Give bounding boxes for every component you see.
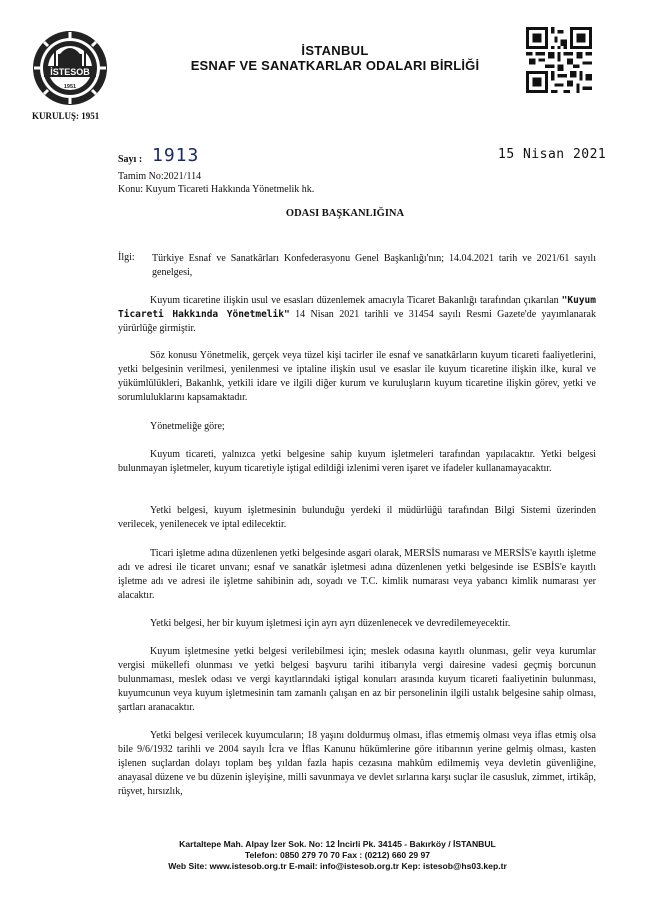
paragraph-2: Söz konusu Yönetmelik, gerçek veya tüzel kişi tacirler ile esnaf ve sanatkârların kuyum ticareti faaliyetlerini, yetki belgesinin verilmesi, yenilenmesi ve iptaline ilişkin usul ve esaslar ile kuyum ticaretine ilişkin ilke, kural ve yükümlülükleri, Bakanlık, yetkili idare ve ilgili diğer kurum ve kuruluşların kuyum ticaretine ilişkin görev, yetki ve sorumluluklarını kapsamaktadır. [118,350,596,403]
ilgi-label: İlgi: [118,252,135,263]
tamim-number: Tamim No:2021/114 [118,171,202,182]
sayi-label: Sayı : [118,154,143,165]
paragraph-9: Yetki belgesi verilecek kuyumcuların; 18 yaşını doldurmuş olması, iflas etmemiş olması veya iflas etmiş olsa bile 9/6/1932 tarihli ve 2004 sayılı İcra ve İflas Kanunu hükümlerine göre itibarının yerine gelmiş olması, kasten işlenen suçlardan dolayı toplam beş yıldan fazla hapis cezasına mahkûm edilmemiş veya devletin güvenliğine, anayasal düzene ve bu düzenin işleyişine, milli savunmaya ve devlet sırlarına karşı suçlar ile casusluk, zimmet, irtikâp, rüşvet, hırsızlık, [118,730,596,797]
paragraph-8: Kuyum işletmesine yetki belgesi verilebilmesi için; meslek odasına kayıtlı olunması, gelir veya kurumlar vergisi mükellefi olunması ve yetki belgesi başvuru tarihi itibarıyla vergi dairesine vadesi geçmiş borcunun bulunmaması, meslek odası ve vergi kayıtlarındaki iştigal konuları arasında kuyum ticareti faaliyetinin bulunması, kuyumcunun veya kuyum işletmesinin tam zamanlı çalışan en az bir personelinin ilgili ustalık belgesine sahip olması, şartları aranacaktır. [118,646,596,713]
footer-web: Web Site: www.istesob.org.tr E-mail: info@istesob.org.tr Kep: istesob@hs03.kep.tr [168,861,507,871]
paragraph-4: Kuyum ticareti, yalnızca yetki belgesine sahip kuyum işletmeleri tarafından yapılacaktır. Yetki belgesi bulunmayan işletmeler, kuyum ticaretiyle iştigal edildiği izlenimi veren işaret ve ifadeler kullanamayacaktır. [118,449,596,474]
footer [0,839,650,872]
logo-text: İSTESOB [50,67,90,77]
document-date: 15 Nisan 2021 [498,147,607,162]
sayi-value: 1913 [152,145,200,166]
logo-year: 1951 [63,84,77,90]
ilgi-text: Türkiye Esnaf ve Sanatkârları Konfederasyonu Genel Başkanlığı'nın; 14.04.2021 tarih ve 2021/61 sayılı genelgesi, [152,253,596,278]
org-name-line1: İSTANBUL [301,43,369,58]
kurulus-label: KURULUŞ: 1951 [32,111,100,121]
qr-code-icon [526,27,592,93]
regulation-name: "Kuyum Ticareti Hakkında Yönetmelik" [118,295,596,320]
konu-subject: Konu: Kuyum Ticareti Hakkında Yönetmelik hk. [118,184,315,195]
addressee-title: ODASI BAŞKANLIĞINA [285,208,405,219]
paragraph-6: Ticari işletme adına düzenlenen yetki belgesinde asgari olarak, MERSİS numarası ve MERSİS'e kayıtlı işletme adı ve adresi ile ticaret unvanı; esnaf ve sanatkâr işletmesi adına düzenlenen yetki belgesinde ise ESBİS'e kayıtlı işletme adı ve adresi ile işletme sahibinin adı, soyadı ve T.C. kimlik numarası veya yabancı kimlik numarası yer alacaktır. [118,548,596,601]
paragraph-1: Kuyum ticaretine ilişkin usul ve esasları düzenlemek amacıyla Ticaret Bakanlığı tarafından çıkarılan "Kuyum Ticareti Hakkında Yönetmelik" 14 Nisan 2021 tarihli ve 31454 sayılı Resmi Gazete'de yayımlanarak yürürlüğe girmiştir. [118,295,596,334]
paragraph-5: Yetki belgesi, kuyum işletmesinin bulunduğu yerdeki il müdürlüğü tarafından Bilgi Sistemi üzerinden verilecek, yenilenecek ve iptal edilecektir. [118,505,596,530]
org-name-line2: ESNAF VE SANATKARLAR ODALARI BİRLİĞİ [190,58,480,73]
paragraph-7: Yetki belgesi, her bir kuyum işletmesi için ayrı ayrı düzenlenecek ve devredilemeyecektir. [150,618,511,629]
footer-address: Kartaltepe Mah. Alpay İzer Sok. No: 12 İncirli Pk. 34145 - Bakırköy / İSTANBUL [179,839,496,849]
paragraph-3: Yönetmeliğe göre; [150,421,225,432]
footer-phone: Telefon: 0850 279 70 70 Fax : (0212) 660 29 97 [244,850,431,860]
